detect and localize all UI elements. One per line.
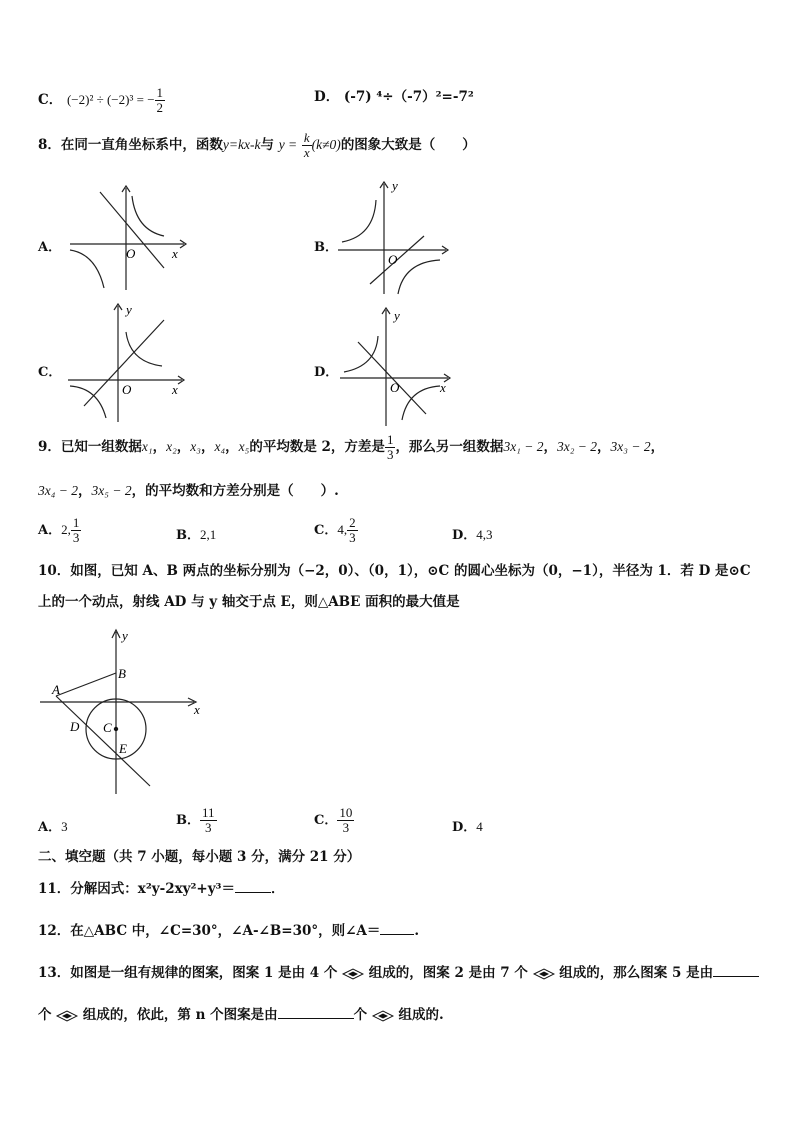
q10-stem-line2: 上的一个动点，射线 AD 与 y 轴交于点 E，则△ABE 面积的最大值是 <box>38 594 460 610</box>
q7-option-d[interactable] <box>314 88 474 106</box>
label-e: E <box>119 741 127 756</box>
q8-option-d[interactable]: D． <box>314 365 339 380</box>
q9-option-b[interactable]: B．2,1 <box>176 527 217 543</box>
q13-answer-blank-2[interactable] <box>278 1004 354 1019</box>
q8-graph-b <box>334 180 454 298</box>
y-axis-label: y <box>122 628 128 643</box>
q12-answer-blank[interactable] <box>380 920 414 935</box>
q10-figure <box>36 628 208 798</box>
origin-label: O <box>388 252 398 267</box>
origin-label: O <box>390 380 400 395</box>
x-axis-label: x <box>172 246 178 261</box>
q7-option-d-label: D． <box>314 89 340 105</box>
q7-option-c[interactable] <box>38 86 165 115</box>
q8-option-b[interactable]: B． <box>314 240 338 255</box>
q9-option-a[interactable]: A．2, $\frac{1}{3}$ <box>38 515 80 545</box>
q11: 11．分解因式：x²y-2xy²+y³＝ ． <box>38 878 284 898</box>
origin-label: O <box>122 382 132 397</box>
q9-stem-line2: 3x₄ − 2，3x₅ − 2，的平均数和方差分别是（ ）. <box>38 483 339 499</box>
x-axis-label: x <box>440 380 446 395</box>
q8-graph-d <box>336 306 456 428</box>
q13-answer-blank-1[interactable] <box>713 962 759 977</box>
q9-option-d[interactable]: D．4,3 <box>452 527 493 543</box>
hyperbola-branch <box>132 196 164 236</box>
rhombus-icon <box>372 1010 394 1022</box>
q13-line1: 13．如图是一组有规律的图案，图案 1 是由 4 个 组成的，图案 2 是由 7 个 组成的，那么图案 5 是由 <box>38 962 759 982</box>
q8-graph-a <box>66 184 196 294</box>
q9-stem-line1: 9．已知一组数据x₁，x₂，x₃，x₄，x₅的平均数是 2，方差是 $\frac{1}{3}$ ，那么另一组数据3x₁ − 2，3x₂ − 2，3x₃ − 2， <box>38 432 665 462</box>
hyperbola-branch <box>70 250 104 288</box>
y-axis-label: y <box>126 302 132 317</box>
q10-option-c[interactable]: C． $\frac{10}{3}$ <box>314 805 353 835</box>
x-axis-label: x <box>172 382 178 397</box>
q8-option-c[interactable]: C． <box>38 365 62 380</box>
rhombus-icon <box>533 968 555 980</box>
q7-option-c-expr: (−2)² ÷ (−2)³ = − <box>66 92 155 107</box>
q8-stem: 8．在同一直角坐标系中，函数y=kx-k与 y = $\frac{k}{x}$ (k≠0)的图象大致是（ ） <box>38 130 476 160</box>
q11-answer-blank[interactable] <box>235 878 271 893</box>
q8-option-a[interactable]: A． <box>38 240 62 255</box>
q9-option-c[interactable]: C．4, $\frac{2}{3}$ <box>314 515 356 545</box>
segment-ab <box>56 673 116 696</box>
hyperbola-branch <box>402 386 440 420</box>
q7-option-c-label: C． <box>38 92 63 108</box>
label-b: B <box>118 666 126 681</box>
hyperbola-branch <box>398 260 440 294</box>
q10-stem-line1: 10．如图，已知 A、B 两点的坐标分别为（−2，0）、（0，1），⊙C 的圆心坐标为（0，−1），半径为 1．若 D 是⊙C <box>38 563 751 579</box>
q7-option-c-fraction: $\frac{1}{2}$ <box>156 85 164 115</box>
q8-func1: y=kx-k <box>222 137 261 152</box>
q7-option-d-expr: (-7) ⁴÷（-7）²=-7² <box>343 89 474 105</box>
rhombus-icon <box>342 968 364 980</box>
label-a: A <box>52 682 60 697</box>
q9-number: 9． <box>38 439 61 455</box>
q13-line2: 个 组成的，依此，第 n 个图案是由 个 组成的. <box>38 1004 444 1024</box>
q12: 12．在△ABC 中，∠C=30°，∠A-∠B=30°，则∠A＝ . <box>38 920 419 940</box>
q10-option-d[interactable]: D．4 <box>452 819 483 835</box>
y-axis-label: y <box>392 180 398 193</box>
x-axis-label: x <box>194 702 200 717</box>
hyperbola-branch <box>126 332 162 366</box>
q8-graph-c <box>64 302 194 424</box>
q10-number: 10． <box>38 563 71 579</box>
rhombus-icon <box>56 1010 78 1022</box>
q9-variance-fraction: $\frac{1}{3}$ <box>386 432 394 462</box>
label-c: C <box>103 720 112 735</box>
label-d: D <box>70 719 80 734</box>
section-2-title: 二、填空题（共 7 小题，每小题 3 分，满分 21 分） <box>38 849 361 865</box>
q10-option-b[interactable]: B． $\frac{11}{3}$ <box>176 805 215 835</box>
hyperbola-branch <box>342 200 376 242</box>
y-axis-label: y <box>394 308 400 323</box>
origin-label: O <box>126 246 136 261</box>
q10-option-a[interactable]: A．3 <box>38 819 68 835</box>
q8-number: 8． <box>38 137 61 153</box>
ray-ad <box>56 696 150 786</box>
center-point <box>114 727 118 731</box>
hyperbola-branch <box>344 336 378 372</box>
q8-func2-fraction: $\frac{k}{x}$ <box>303 130 310 160</box>
